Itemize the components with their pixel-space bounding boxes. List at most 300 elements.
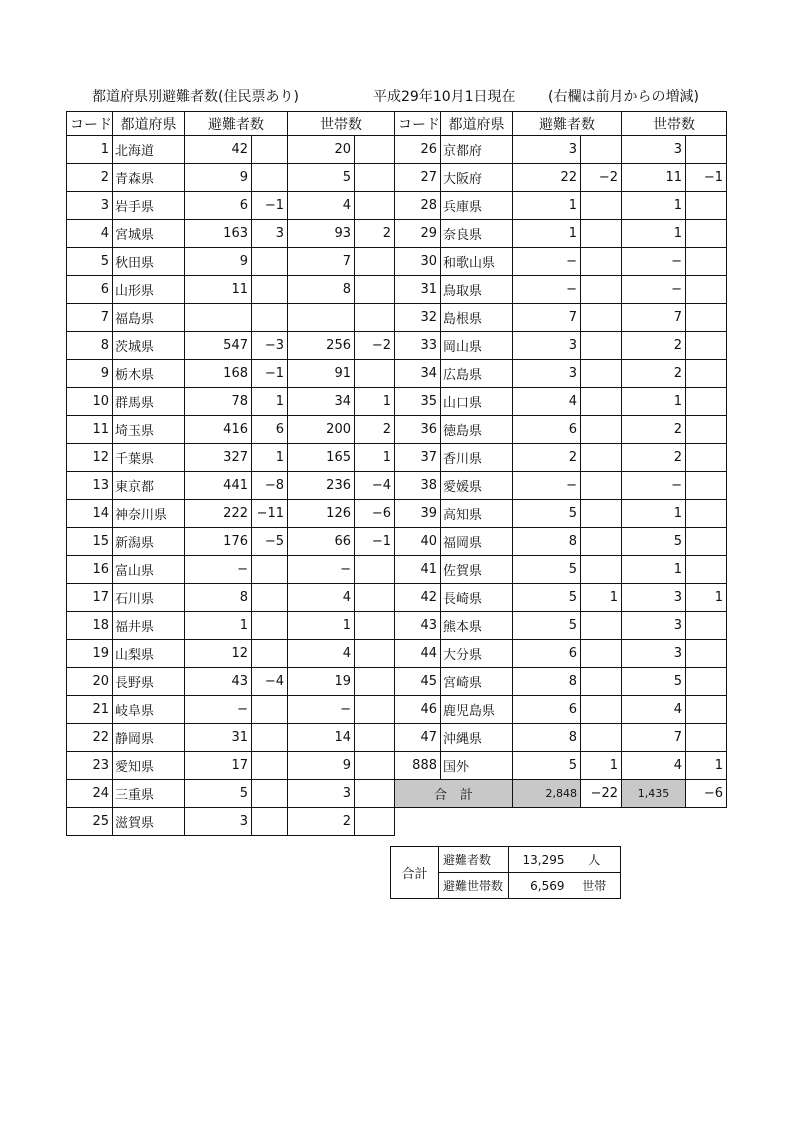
table-row — [395, 164, 727, 192]
total-households-change: −6 — [686, 780, 727, 808]
prefecture-code: 30 — [395, 248, 441, 276]
evacuee-change: −1 — [252, 192, 288, 220]
evacuee-count: 9 — [185, 248, 252, 276]
table-row — [67, 640, 395, 668]
prefecture-name: 熊本県 — [441, 612, 513, 640]
evacuee-count: 7 — [513, 304, 581, 332]
evacuee-count: 9 — [185, 164, 252, 192]
prefecture-name: 国外 — [441, 752, 513, 780]
household-count: 8 — [288, 276, 355, 304]
prefecture-name: 滋賀県 — [113, 808, 185, 836]
table-row — [67, 416, 395, 444]
prefecture-code: 45 — [395, 668, 441, 696]
household-count: 3 — [622, 584, 686, 612]
evacuee-count: 12 — [185, 640, 252, 668]
column-header-households: 世帯数 — [622, 112, 727, 136]
table-row — [395, 612, 727, 640]
evacuee-count: 6 — [513, 640, 581, 668]
evacuee-change: −8 — [252, 472, 288, 500]
table-row — [67, 668, 395, 696]
as-of-date: 平成29年10月1日現在 — [373, 89, 516, 105]
table-row — [395, 444, 727, 472]
evacuee-change — [581, 136, 622, 164]
household-change — [686, 304, 727, 332]
evacuee-count: 5 — [513, 556, 581, 584]
household-count: 9 — [288, 752, 355, 780]
column-header-code: コード — [67, 112, 113, 136]
household-count: − — [288, 696, 355, 724]
prefecture-code: 3 — [67, 192, 113, 220]
prefecture-code: 1 — [67, 136, 113, 164]
table-row — [67, 332, 395, 360]
prefecture-name: 長崎県 — [441, 584, 513, 612]
household-change — [686, 388, 727, 416]
table-row — [395, 220, 727, 248]
prefecture-code: 36 — [395, 416, 441, 444]
prefecture-name: 山梨県 — [113, 640, 185, 668]
household-change: 1 — [686, 752, 727, 780]
household-count: 66 — [288, 528, 355, 556]
household-change — [686, 640, 727, 668]
household-count: 2 — [622, 360, 686, 388]
prefecture-code: 37 — [395, 444, 441, 472]
evacuee-change: −5 — [252, 528, 288, 556]
prefecture-name: 石川県 — [113, 584, 185, 612]
evacuee-count: − — [513, 472, 581, 500]
household-count: 3 — [288, 780, 355, 808]
household-change — [355, 808, 395, 836]
prefecture-name: 岡山県 — [441, 332, 513, 360]
evacuee-change — [581, 640, 622, 668]
evacuee-change: 1 — [252, 388, 288, 416]
table-row — [67, 584, 395, 612]
prefecture-name: 埼玉県 — [113, 416, 185, 444]
household-count: 2 — [622, 416, 686, 444]
household-change: −2 — [355, 332, 395, 360]
household-change — [355, 304, 395, 332]
total-row — [395, 780, 727, 808]
prefecture-code: 13 — [67, 472, 113, 500]
evacuee-change: 1 — [581, 584, 622, 612]
prefecture-name: 宮崎県 — [441, 668, 513, 696]
household-count: 34 — [288, 388, 355, 416]
table-row — [67, 528, 395, 556]
household-count: 93 — [288, 220, 355, 248]
prefecture-code: 44 — [395, 640, 441, 668]
household-count: 3 — [622, 612, 686, 640]
household-count: 7 — [288, 248, 355, 276]
evacuee-count: 31 — [185, 724, 252, 752]
prefecture-code: 12 — [67, 444, 113, 472]
evacuee-change — [581, 556, 622, 584]
household-count: 7 — [622, 724, 686, 752]
table-row — [67, 444, 395, 472]
table-row — [395, 304, 727, 332]
prefecture-name: 大分県 — [441, 640, 513, 668]
prefecture-code: 4 — [67, 220, 113, 248]
prefecture-name: 北海道 — [113, 136, 185, 164]
table-row — [395, 696, 727, 724]
prefecture-name: 沖縄県 — [441, 724, 513, 752]
table-row — [395, 276, 727, 304]
prefecture-name: 静岡県 — [113, 724, 185, 752]
prefecture-code: 33 — [395, 332, 441, 360]
summary-households-value: 6,569 — [509, 873, 569, 899]
evacuee-count: 163 — [185, 220, 252, 248]
prefecture-code: 14 — [67, 500, 113, 528]
evacuee-change: −11 — [252, 500, 288, 528]
table-row — [395, 724, 727, 752]
summary-evacuees-value: 13,295 — [509, 847, 569, 873]
household-count: 256 — [288, 332, 355, 360]
household-count: 19 — [288, 668, 355, 696]
prefecture-code: 5 — [67, 248, 113, 276]
household-change: −6 — [355, 500, 395, 528]
evacuee-count: 8 — [185, 584, 252, 612]
evacuee-count: 222 — [185, 500, 252, 528]
table-row — [395, 668, 727, 696]
evacuee-change — [252, 724, 288, 752]
prefecture-name: 千葉県 — [113, 444, 185, 472]
household-change — [355, 752, 395, 780]
household-change — [686, 612, 727, 640]
household-count: 1 — [622, 556, 686, 584]
evacuee-change — [581, 472, 622, 500]
prefecture-code: 9 — [67, 360, 113, 388]
evacuee-change: −3 — [252, 332, 288, 360]
evacuee-count: 441 — [185, 472, 252, 500]
total-label: 合 計 — [395, 780, 513, 808]
household-change — [355, 612, 395, 640]
prefecture-code: 24 — [67, 780, 113, 808]
prefecture-name: 長野県 — [113, 668, 185, 696]
household-count: 4 — [288, 640, 355, 668]
column-header-evacuees: 避難者数 — [185, 112, 288, 136]
prefecture-name: 鹿児島県 — [441, 696, 513, 724]
evacuee-count — [185, 304, 252, 332]
evacuee-count: 4 — [513, 388, 581, 416]
evacuee-change — [581, 416, 622, 444]
evacuee-change — [581, 220, 622, 248]
evacuee-count: 5 — [513, 612, 581, 640]
prefecture-name: 群馬県 — [113, 388, 185, 416]
evacuee-change — [581, 668, 622, 696]
column-header-households: 世帯数 — [288, 112, 395, 136]
table-row — [395, 528, 727, 556]
prefecture-name: 福岡県 — [441, 528, 513, 556]
evacuee-change — [252, 164, 288, 192]
evacuee-change — [581, 332, 622, 360]
household-count: − — [622, 276, 686, 304]
table-row — [395, 248, 727, 276]
household-change: 2 — [355, 416, 395, 444]
prefecture-code: 11 — [67, 416, 113, 444]
table-row — [395, 332, 727, 360]
household-count: 236 — [288, 472, 355, 500]
prefecture-name: 宮城県 — [113, 220, 185, 248]
table-row — [67, 136, 395, 164]
household-change — [686, 276, 727, 304]
change-note: (右欄は前月からの増減) — [548, 89, 699, 105]
prefecture-code: 8 — [67, 332, 113, 360]
evacuee-change — [581, 696, 622, 724]
evacuee-count: 416 — [185, 416, 252, 444]
left-prefecture-table — [66, 111, 395, 836]
prefecture-code: 19 — [67, 640, 113, 668]
evacuee-count: 5 — [513, 584, 581, 612]
table-row — [395, 192, 727, 220]
household-change — [355, 668, 395, 696]
household-change — [686, 332, 727, 360]
prefecture-name: 青森県 — [113, 164, 185, 192]
prefecture-code: 6 — [67, 276, 113, 304]
column-header-code: コード — [395, 112, 441, 136]
prefecture-code: 7 — [67, 304, 113, 332]
table-row — [67, 780, 395, 808]
evacuee-change — [252, 808, 288, 836]
prefecture-code: 22 — [67, 724, 113, 752]
prefecture-name: 秋田県 — [113, 248, 185, 276]
table-row — [67, 724, 395, 752]
household-change: 1 — [355, 444, 395, 472]
prefecture-name: 徳島県 — [441, 416, 513, 444]
total-households: 1,435 — [622, 780, 686, 808]
table-row — [395, 584, 727, 612]
prefecture-name: 山口県 — [441, 388, 513, 416]
household-change: 1 — [686, 584, 727, 612]
household-count: 165 — [288, 444, 355, 472]
prefecture-code: 15 — [67, 528, 113, 556]
prefecture-code: 34 — [395, 360, 441, 388]
prefecture-code: 25 — [67, 808, 113, 836]
evacuee-count: − — [185, 696, 252, 724]
prefecture-name: 愛媛県 — [441, 472, 513, 500]
table-row — [67, 164, 395, 192]
evacuee-count: 42 — [185, 136, 252, 164]
household-count: 2 — [288, 808, 355, 836]
evacuee-count: − — [185, 556, 252, 584]
evacuee-change — [252, 752, 288, 780]
evacuee-count: 3 — [185, 808, 252, 836]
prefecture-name: 岩手県 — [113, 192, 185, 220]
household-count: 1 — [622, 192, 686, 220]
evacuee-count: 8 — [513, 724, 581, 752]
evacuee-change: 1 — [581, 752, 622, 780]
household-change — [686, 556, 727, 584]
prefecture-code: 21 — [67, 696, 113, 724]
table-row — [67, 556, 395, 584]
prefecture-code: 47 — [395, 724, 441, 752]
household-count: 5 — [622, 528, 686, 556]
table-row — [67, 276, 395, 304]
prefecture-code: 20 — [67, 668, 113, 696]
evacuee-change — [581, 528, 622, 556]
evacuee-change — [252, 556, 288, 584]
evacuee-count: 1 — [513, 220, 581, 248]
evacuee-count: 22 — [513, 164, 581, 192]
evacuee-count: 168 — [185, 360, 252, 388]
evacuee-count: 6 — [513, 416, 581, 444]
evacuee-change — [252, 696, 288, 724]
household-count: 91 — [288, 360, 355, 388]
table-row — [67, 192, 395, 220]
evacuee-change: −2 — [581, 164, 622, 192]
prefecture-code: 39 — [395, 500, 441, 528]
summary-households-unit: 世帯 — [569, 873, 621, 899]
prefecture-code: 23 — [67, 752, 113, 780]
table-row — [395, 416, 727, 444]
evacuee-change — [252, 640, 288, 668]
evacuee-count: 176 — [185, 528, 252, 556]
prefecture-name: 大阪府 — [441, 164, 513, 192]
evacuee-count: 8 — [513, 528, 581, 556]
evacuee-count: − — [513, 248, 581, 276]
household-change — [355, 584, 395, 612]
household-change: −4 — [355, 472, 395, 500]
prefecture-name: 京都府 — [441, 136, 513, 164]
evacuee-change — [252, 248, 288, 276]
table-row — [395, 360, 727, 388]
evacuee-change — [581, 360, 622, 388]
household-count: 7 — [622, 304, 686, 332]
table-row — [67, 388, 395, 416]
prefecture-name: 和歌山県 — [441, 248, 513, 276]
household-count: 1 — [622, 220, 686, 248]
prefecture-name: 鳥取県 — [441, 276, 513, 304]
evacuee-count: 17 — [185, 752, 252, 780]
table-row — [67, 220, 395, 248]
table-row — [67, 612, 395, 640]
household-change — [355, 276, 395, 304]
prefecture-name: 三重県 — [113, 780, 185, 808]
table-row — [67, 472, 395, 500]
household-count: 4 — [288, 192, 355, 220]
evacuee-change — [581, 248, 622, 276]
household-count: 1 — [288, 612, 355, 640]
household-change — [686, 696, 727, 724]
table-row — [395, 388, 727, 416]
prefecture-code: 18 — [67, 612, 113, 640]
household-count: 4 — [622, 752, 686, 780]
evacuee-change — [581, 444, 622, 472]
household-change — [686, 528, 727, 556]
evacuee-count: 6 — [185, 192, 252, 220]
table-row — [395, 472, 727, 500]
table-row — [67, 304, 395, 332]
household-count: 11 — [622, 164, 686, 192]
evacuee-change — [581, 612, 622, 640]
total-evacuees-change: −22 — [581, 780, 622, 808]
summary-evacuees-unit: 人 — [569, 847, 621, 873]
household-count: − — [288, 556, 355, 584]
evacuee-change — [252, 276, 288, 304]
household-change — [355, 248, 395, 276]
household-count: 3 — [622, 640, 686, 668]
prefecture-name: 新潟県 — [113, 528, 185, 556]
evacuee-count: 1 — [513, 192, 581, 220]
prefecture-name: 岐阜県 — [113, 696, 185, 724]
household-change — [355, 556, 395, 584]
evacuee-count: 5 — [185, 780, 252, 808]
prefecture-name: 佐賀県 — [441, 556, 513, 584]
household-count: 4 — [288, 584, 355, 612]
evacuee-count: 5 — [513, 752, 581, 780]
household-change — [355, 640, 395, 668]
prefecture-name: 栃木県 — [113, 360, 185, 388]
household-count: 20 — [288, 136, 355, 164]
household-change — [686, 472, 727, 500]
evacuee-count: 11 — [185, 276, 252, 304]
evacuee-change — [252, 780, 288, 808]
table-row — [395, 752, 727, 780]
evacuee-count: 3 — [513, 136, 581, 164]
evacuee-change — [581, 500, 622, 528]
household-count: 126 — [288, 500, 355, 528]
evacuee-change — [581, 724, 622, 752]
table-row — [395, 500, 727, 528]
table-row — [67, 752, 395, 780]
prefecture-code: 42 — [395, 584, 441, 612]
prefecture-code: 29 — [395, 220, 441, 248]
household-change — [355, 136, 395, 164]
table-row — [395, 556, 727, 584]
prefecture-name: 香川県 — [441, 444, 513, 472]
table-row — [395, 640, 727, 668]
household-change — [355, 360, 395, 388]
evacuee-count: 5 — [513, 500, 581, 528]
evacuee-change: 1 — [252, 444, 288, 472]
evacuee-count: 3 — [513, 332, 581, 360]
prefecture-code: 27 — [395, 164, 441, 192]
prefecture-code: 2 — [67, 164, 113, 192]
household-change: −1 — [355, 528, 395, 556]
household-count: 4 — [622, 696, 686, 724]
household-change: −1 — [686, 164, 727, 192]
prefecture-name: 福井県 — [113, 612, 185, 640]
prefecture-name: 山形県 — [113, 276, 185, 304]
household-change — [355, 696, 395, 724]
household-count: 5 — [622, 668, 686, 696]
household-count: 5 — [288, 164, 355, 192]
household-change — [686, 668, 727, 696]
evacuee-change — [581, 304, 622, 332]
evacuee-change: −4 — [252, 668, 288, 696]
evacuee-change — [252, 612, 288, 640]
household-change — [686, 192, 727, 220]
household-change — [686, 444, 727, 472]
evacuee-change: 6 — [252, 416, 288, 444]
document-title: 都道府県別避難者数(住民票あり) — [92, 89, 299, 105]
total-evacuees: 2,848 — [513, 780, 581, 808]
evacuee-change — [581, 192, 622, 220]
left-table-header — [67, 112, 395, 136]
household-count: 2 — [622, 332, 686, 360]
prefecture-code: 10 — [67, 388, 113, 416]
prefecture-code: 31 — [395, 276, 441, 304]
prefecture-name: 神奈川県 — [113, 500, 185, 528]
prefecture-name: 兵庫県 — [441, 192, 513, 220]
household-count: 200 — [288, 416, 355, 444]
table-row — [395, 136, 727, 164]
evacuee-count: 3 — [513, 360, 581, 388]
household-change — [686, 416, 727, 444]
evacuee-change — [252, 304, 288, 332]
prefecture-code: 28 — [395, 192, 441, 220]
evacuee-count: 8 — [513, 668, 581, 696]
summary-households-label: 避難世帯数 — [439, 873, 509, 899]
prefecture-name: 富山県 — [113, 556, 185, 584]
evacuee-count: 1 — [185, 612, 252, 640]
